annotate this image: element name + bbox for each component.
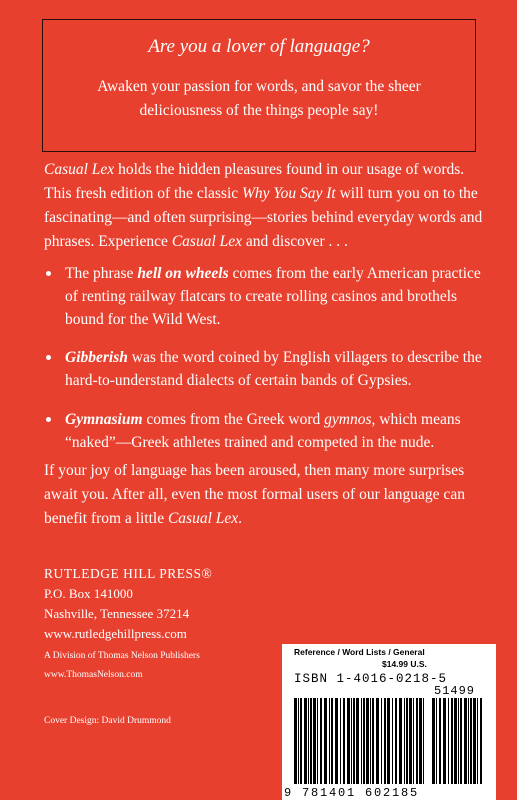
addon-barcode-icon bbox=[432, 698, 486, 786]
intro-paragraph bbox=[44, 158, 484, 254]
isbn-number: ISBN 1-4016-0218-5 bbox=[294, 672, 448, 686]
cover-credit: Cover Design: David Drummond bbox=[44, 716, 171, 726]
bullet-dot-icon bbox=[46, 355, 51, 360]
publisher-name: RUTLEDGE HILL PRESS® bbox=[44, 566, 213, 581]
intro-text-3: and discover . . . bbox=[242, 233, 348, 250]
outro-text: If your joy of language has been aroused, then many more surprises await you. After all, even the most formal users of our language can benefit from a little bbox=[44, 462, 465, 527]
fact-text: comes from the Greek word bbox=[142, 411, 325, 428]
fact-text: was the word coined by English villagers to describe the hard-to-understand dialects of certain bands of Gypsies. bbox=[65, 349, 482, 389]
price: $14.99 U.S. bbox=[382, 659, 427, 669]
publisher-address-1: P.O. Box 141000 bbox=[44, 586, 133, 601]
bullet-dot-icon bbox=[46, 417, 51, 422]
ean-barcode-icon bbox=[294, 698, 426, 786]
outro-paragraph bbox=[44, 459, 484, 531]
intro-callout-box bbox=[42, 19, 476, 152]
bisac-category: Reference / Word Lists / General bbox=[294, 647, 425, 657]
fact-item bbox=[44, 262, 484, 331]
fact-greek-word: gymnos bbox=[324, 411, 372, 428]
barcode-label bbox=[282, 644, 496, 800]
price-addon-code: 51499 bbox=[434, 684, 476, 698]
fact-item bbox=[44, 408, 484, 454]
bullet-dot-icon bbox=[46, 271, 51, 276]
parent-website: www.ThomasNelson.com bbox=[44, 670, 143, 680]
fact-term: Gibberish bbox=[65, 349, 128, 366]
intro-text-2: will turn you on to the fascinating—and often surprising—stories behind everyday words and phrases. Experience bbox=[44, 185, 483, 250]
book-title-italic-2: Casual Lex bbox=[171, 233, 243, 250]
book-title-italic: Casual Lex bbox=[44, 161, 115, 178]
outro-end: . bbox=[238, 510, 243, 527]
fact-text: , which means “naked”—Greek athletes trained and competed in the nude. bbox=[65, 411, 461, 451]
fact-term: Gymnasium bbox=[65, 411, 143, 428]
publisher-block bbox=[44, 564, 212, 644]
book-title-italic-3: Casual Lex bbox=[167, 510, 239, 527]
publisher-division: A Division of Thomas Nelson Publishers bbox=[44, 651, 200, 661]
publisher-address-2: Nashville, Tennessee 37214 bbox=[44, 606, 190, 621]
fact-text: The phrase bbox=[65, 265, 138, 282]
classic-title-italic: Why You Say It bbox=[242, 185, 336, 202]
intro-text-1: holds the hidden pleasures found in our usage of words. This fresh edition of the classic bbox=[44, 161, 465, 202]
fact-term: hell on wheels bbox=[137, 265, 229, 282]
ean-digits: 9 781401 602185 bbox=[284, 786, 420, 800]
fact-text: comes from the early American practice of renting railway flatcars to create rolling casinos and brothels bound for the Wild West. bbox=[65, 265, 481, 328]
callout-title: Are you a lover of language? bbox=[148, 36, 370, 57]
fact-item bbox=[44, 346, 484, 392]
publisher-website: www.rutledgehillpress.com bbox=[44, 626, 187, 641]
callout-body: Awaken your passion for words, and savor the sheer deliciousness of the things people say! bbox=[97, 78, 421, 119]
